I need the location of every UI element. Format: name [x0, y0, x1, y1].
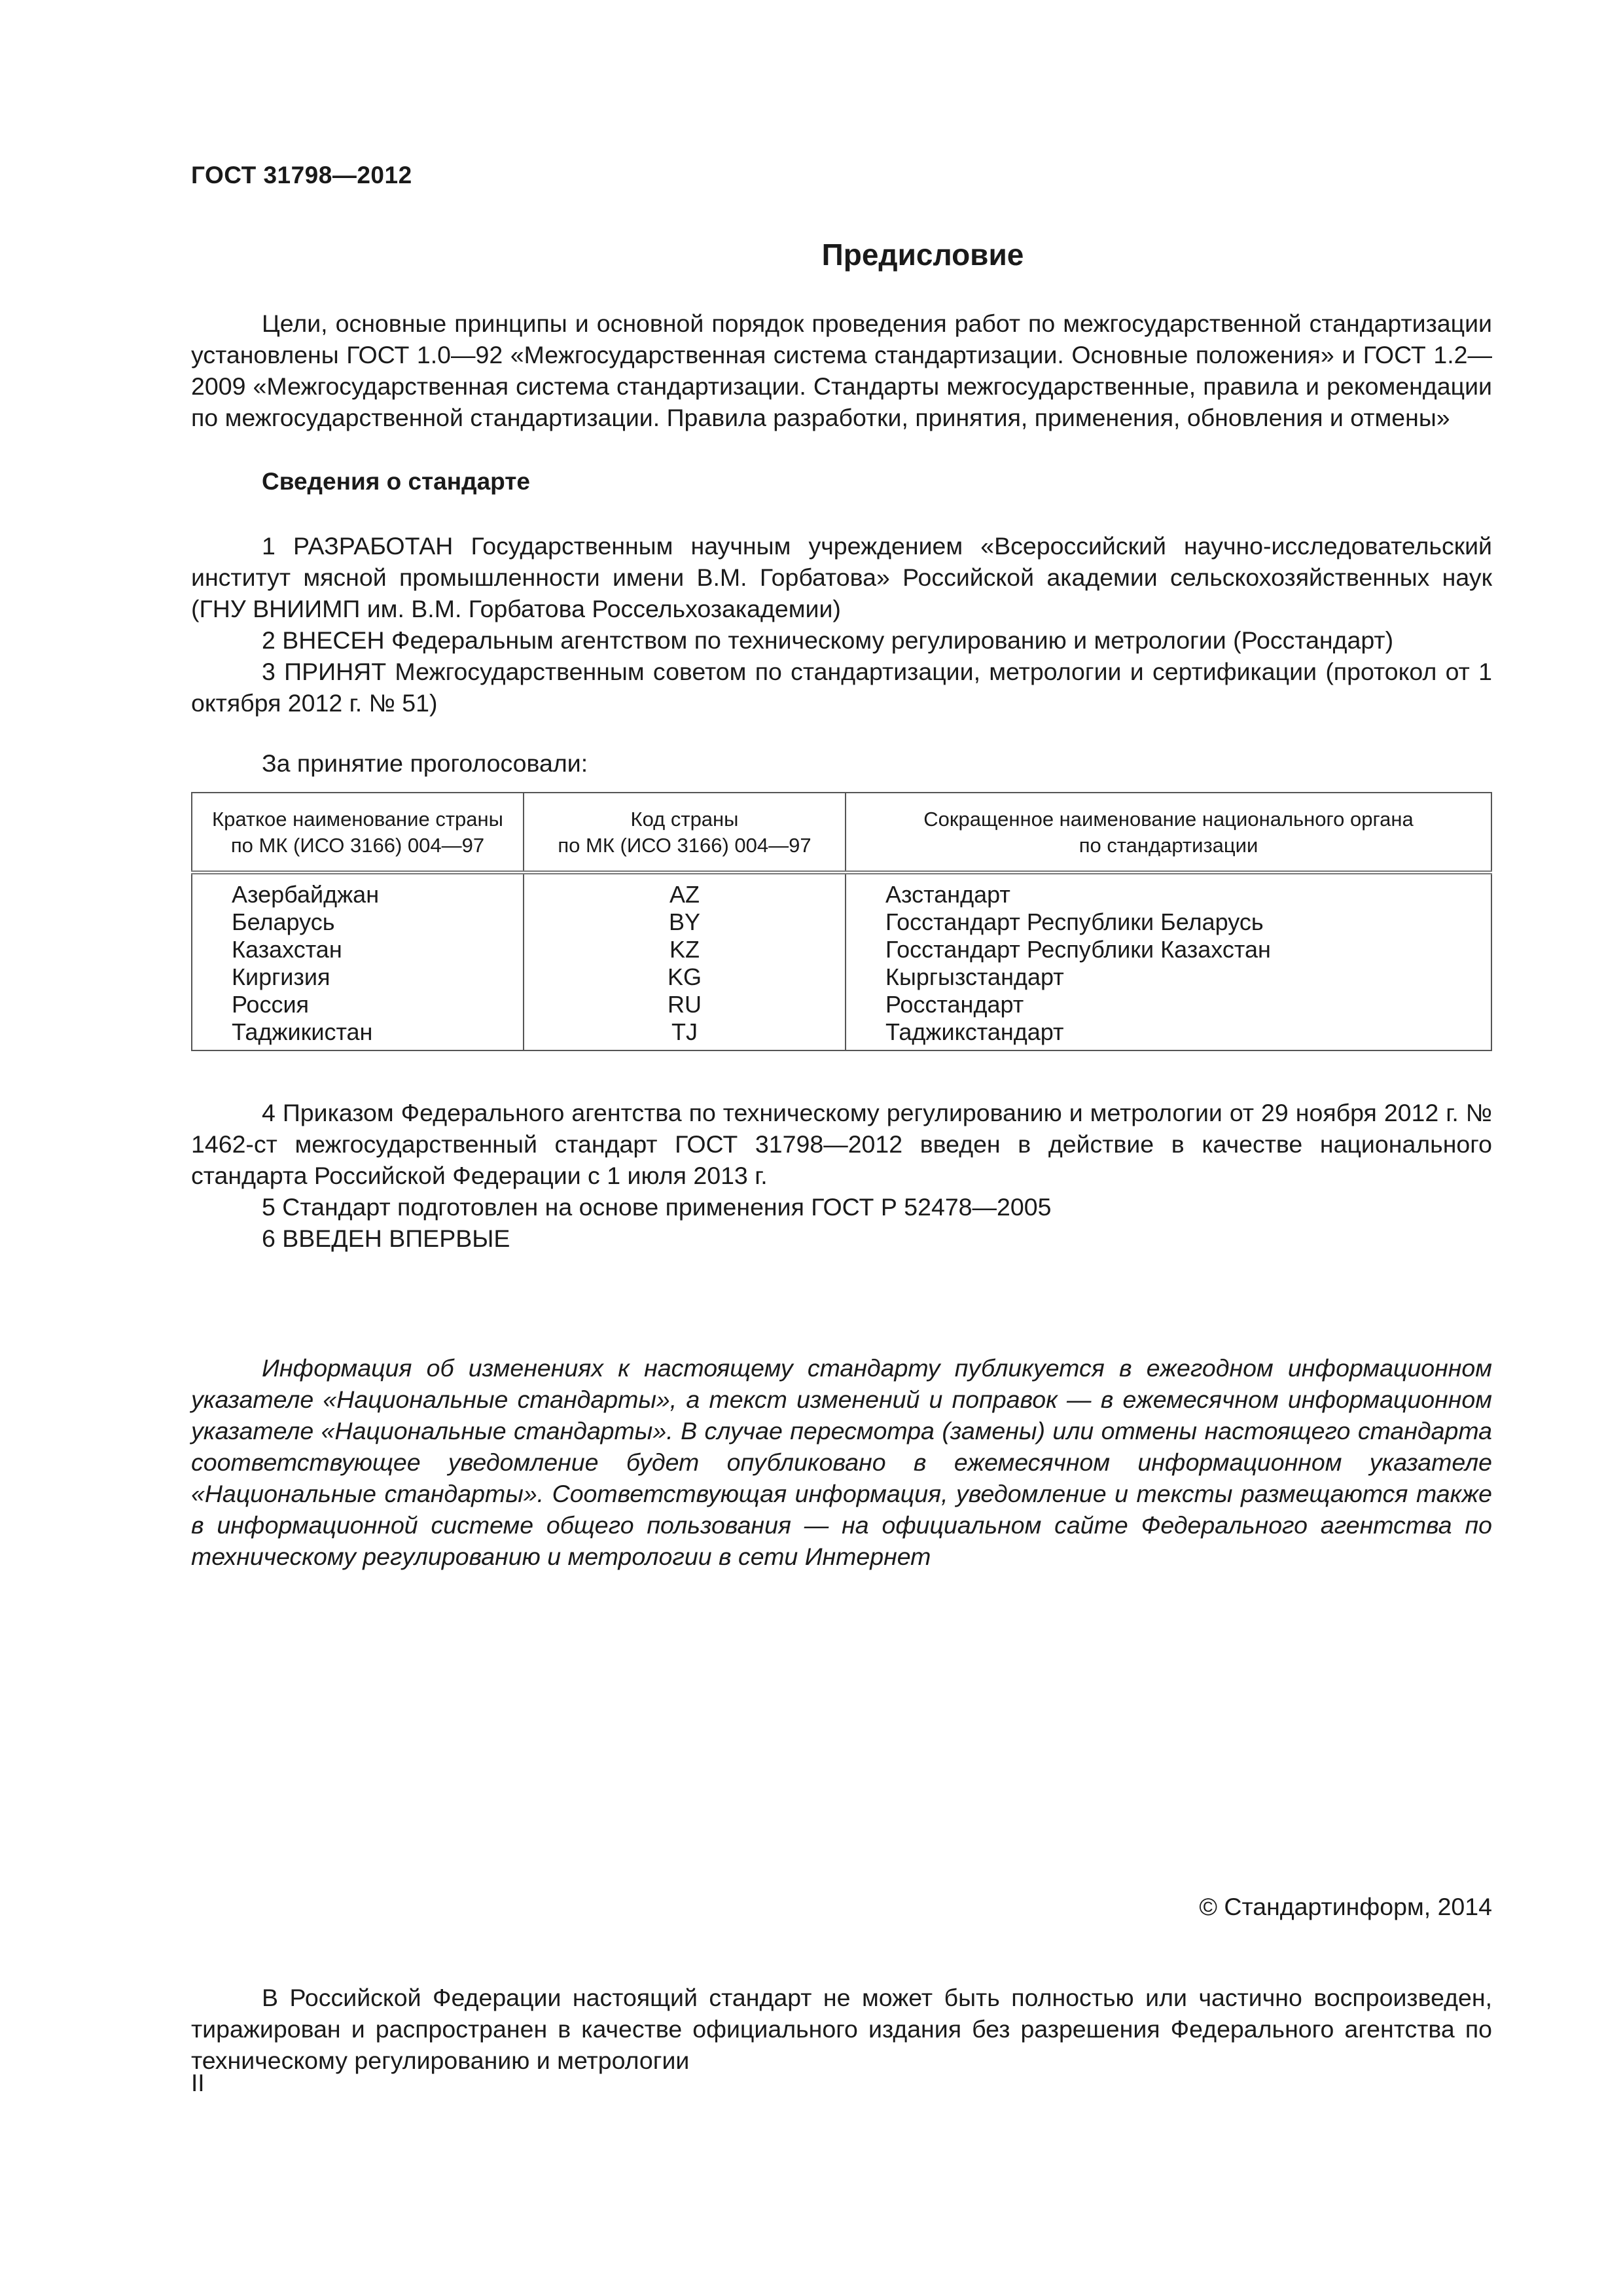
table-row	[192, 908, 1491, 936]
standards-body: Росстандарт	[846, 991, 1491, 1018]
header-country-code: Код страны по МК (ИСО 3166) 004—97	[524, 793, 846, 872]
country-name: Киргизия	[192, 963, 524, 991]
standards-body: Таджикстандарт	[846, 1018, 1491, 1050]
item-5: 5 Стандарт подготовлен на основе применения ГОСТ Р 52478—2005	[262, 1193, 1052, 1221]
table-row	[192, 991, 1491, 1018]
country-code: RU	[524, 991, 846, 1018]
item-6: 6 ВВЕДЕН ВПЕРВЫЕ	[262, 1225, 510, 1252]
item-4: 4 Приказом Федерального агентства по техническому регулированию и метрологии от 29 ноября 2012 г. № 1462-ст межгосударственный стандарт ГОСТ 31798—2012 введен в действие в качестве национального стандарта Российской Федерации с 1 июля 2013 г.	[191, 1099, 1492, 1189]
section-heading: Сведения о стандарте	[262, 468, 530, 495]
country-name: Азербайджан	[192, 872, 524, 908]
table-row	[192, 963, 1491, 991]
copyright: © Стандартинформ, 2014	[1199, 1893, 1492, 1920]
country-name: Россия	[192, 991, 524, 1018]
standards-body: Кыргызстандарт	[846, 963, 1491, 991]
item-1: 1 РАЗРАБОТАН Государственным научным учреждением «Всероссийский научно-исследовательский институт мясной промышленности имени В.М. Горбатова» Российской академии сельскохозяйственных наук (ГНУ ВНИИМП им. В.М. Горбатова Россельхозакадемии)	[191, 532, 1492, 622]
country-code: AZ	[524, 872, 846, 908]
country-name: Беларусь	[192, 908, 524, 936]
info-notice: Информация об изменениях к настоящему стандарту публикуется в ежегодном информационном указателе «Национальные стандарты», а текст изменений и поправок — в ежемесячном информационном указателе «Национальные стандарты». В случае пересмотра (замены) или отмены настоящего стандарта соответствующее уведомление будет опубликовано в ежемесячном информационном указателе «Национальные стандарты». Соответствующая информация, уведомление и тексты размещаются также в информационной системе общего пользования — на официальном сайте Федерального агентства по техническому регулированию и метрологии в сети Интернет	[191, 1354, 1492, 1570]
main-content	[191, 308, 1492, 1597]
header-country-name: Краткое наименование страны по МК (ИСО 3166) 004—97	[192, 793, 524, 872]
table-row	[192, 1018, 1491, 1050]
country-code: TJ	[524, 1018, 846, 1050]
country-name: Казахстан	[192, 936, 524, 963]
document-id: ГОСТ 31798—2012	[191, 162, 412, 188]
item-3: 3 ПРИНЯТ Межгосударственным советом по стандартизации, метрологии и сертификации (протокол от 1 октября 2012 г. № 51)	[191, 658, 1492, 717]
table-header-row	[192, 793, 1491, 872]
standards-body: Азстандарт	[846, 872, 1491, 908]
votes-table	[191, 792, 1492, 1051]
country-code: KZ	[524, 936, 846, 963]
vote-label: За принятие проголосовали:	[262, 749, 588, 777]
country-code: KG	[524, 963, 846, 991]
header-standards-body: Сокращенное наименование национального органа по стандартизации	[846, 793, 1491, 872]
intro-paragraph: Цели, основные принципы и основной порядок проведения работ по межгосударственной стандартизации установлены ГОСТ 1.0—92 «Межгосударственная система стандартизации. Основные положения» и ГОСТ 1.2—2009 «Межгосударственная система стандартизации. Стандарты межгосударственные, правила и рекомендации по межгосударственной стандартизации. Правила разработки, принятия, применения, обновления и отмены»	[191, 310, 1492, 431]
standards-body: Госстандарт Республики Беларусь	[846, 908, 1491, 936]
page-title: Предисловие	[821, 238, 1024, 272]
item-2: 2 ВНЕСЕН Федеральным агентством по техническому регулированию и метрологии (Росстандарт)	[262, 626, 1394, 654]
country-name: Таджикистан	[192, 1018, 524, 1050]
rights-notice: В Российской Федерации настоящий стандарт не может быть полностью или частично воспроизведен, тиражирован и распространен в качестве официального издания без разрешения Федерального агентства по техническому регулированию и метрологии	[191, 1983, 1492, 2074]
standards-body: Госстандарт Республики Казахстан	[846, 936, 1491, 963]
page-number: II	[191, 2070, 205, 2096]
country-code: BY	[524, 908, 846, 936]
table-row	[192, 872, 1491, 908]
items-after-table	[191, 1097, 1492, 1254]
table-row	[192, 936, 1491, 963]
